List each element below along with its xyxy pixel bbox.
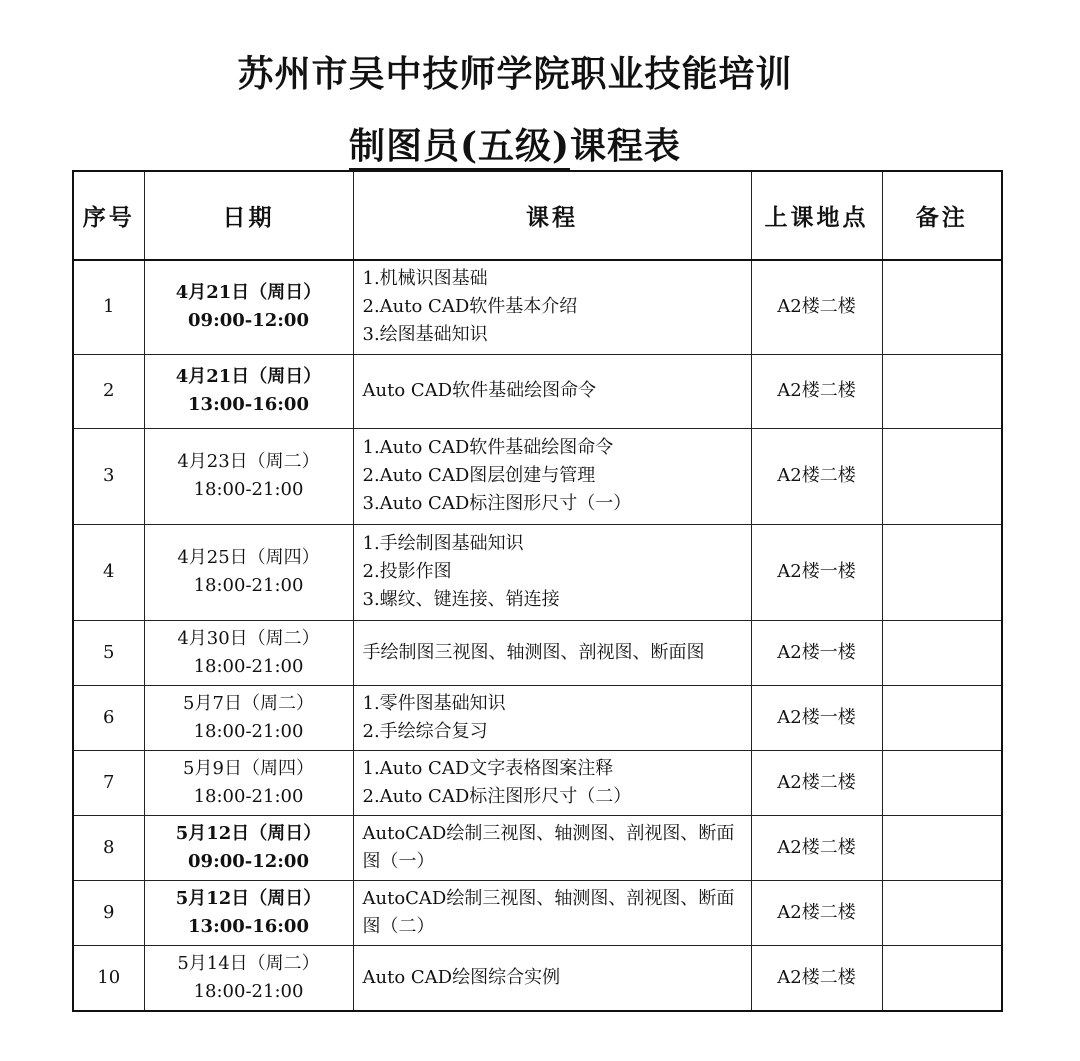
course-line: 2.Auto CAD软件基本介绍 [362, 296, 578, 318]
row-place: A2楼二楼 [751, 428, 882, 524]
page-subtitle [0, 118, 1030, 169]
row-date-cell [144, 620, 353, 685]
row-note [882, 945, 1002, 1011]
row-number: 2 [73, 354, 144, 428]
course-line: 2.投影作图 [362, 561, 452, 582]
row-time: 18:00-21:00 [193, 720, 304, 742]
course-line: 1.手绘制图基础知识 [362, 533, 524, 554]
row-place: A2楼二楼 [751, 880, 882, 945]
table-row [73, 880, 1002, 945]
header-note: 备注 [882, 171, 1002, 260]
row-place: A2楼一楼 [751, 524, 882, 620]
course-line: 3.Auto CAD标注图形尺寸（一） [362, 493, 632, 514]
row-date: 5月14日（周二） [177, 952, 320, 974]
row-time: 09:00-12:00 [188, 310, 309, 332]
course-line: AutoCAD绘制三视图、轴测图、剖视图、断面图（一） [362, 822, 735, 872]
row-place: A2楼二楼 [751, 750, 882, 815]
row-course-cell [353, 750, 751, 815]
row-note [882, 620, 1002, 685]
row-note [882, 815, 1002, 880]
table-row [73, 620, 1002, 685]
row-note [882, 260, 1002, 354]
row-note [882, 354, 1002, 428]
row-date: 4月25日（周四） [177, 547, 320, 568]
row-course-cell [353, 815, 751, 880]
course-line: 手绘制图三视图、轴测图、剖视图、断面图 [362, 641, 705, 663]
header-place: 上课地点 [751, 171, 882, 260]
course-line: Auto CAD绘图综合实例 [362, 966, 561, 988]
header-course: 课程 [353, 171, 751, 260]
row-date-cell [144, 524, 353, 620]
row-date-cell [144, 428, 353, 524]
row-date-cell [144, 685, 353, 750]
row-course-cell [353, 620, 751, 685]
table-row [73, 750, 1002, 815]
page-title: 苏州市吴中技师学院职业技能培训 [237, 53, 793, 95]
course-line: 2.Auto CAD图层创建与管理 [362, 465, 596, 486]
row-date-cell [144, 815, 353, 880]
row-course-cell [353, 685, 751, 750]
row-date: 5月12日（周日） [175, 887, 322, 909]
row-number: 3 [73, 428, 144, 524]
row-place: A2楼一楼 [751, 620, 882, 685]
row-time: 09:00-12:00 [188, 850, 309, 872]
row-note [882, 880, 1002, 945]
row-note [882, 685, 1002, 750]
row-course-cell [353, 880, 751, 945]
row-note [882, 524, 1002, 620]
row-date: 5月9日（周四） [183, 757, 314, 779]
row-number: 7 [73, 750, 144, 815]
course-line: 1.Auto CAD软件基础绘图命令 [362, 437, 614, 458]
row-date: 4月21日（周日） [175, 282, 322, 304]
course-line: 3.螺纹、键连接、销连接 [362, 589, 560, 610]
row-place: A2楼二楼 [751, 260, 882, 354]
course-line: Auto CAD软件基础绘图命令 [362, 380, 597, 401]
row-place: A2楼二楼 [751, 354, 882, 428]
header-row [73, 171, 1002, 260]
subtitle-course-name: 制图员(五级) [349, 125, 570, 170]
row-time: 18:00-21:00 [193, 980, 304, 1002]
course-line: 1.零件图基础知识 [362, 692, 506, 714]
course-line: 3.绘图基础知识 [362, 324, 488, 346]
row-number: 8 [73, 815, 144, 880]
table-row [73, 524, 1002, 620]
row-number: 9 [73, 880, 144, 945]
row-time: 13:00-16:00 [188, 915, 309, 937]
row-course-cell [353, 260, 751, 354]
row-course-cell [353, 428, 751, 524]
row-number: 1 [73, 260, 144, 354]
table-row [73, 815, 1002, 880]
row-time: 18:00-21:00 [193, 575, 304, 596]
row-course-cell [353, 945, 751, 1011]
table-body [73, 260, 1002, 1011]
row-date-cell [144, 750, 353, 815]
row-number: 4 [73, 524, 144, 620]
table-row [73, 260, 1002, 354]
row-date-cell [144, 354, 353, 428]
row-number: 5 [73, 620, 144, 685]
course-line: AutoCAD绘制三视图、轴测图、剖视图、断面图（二） [362, 887, 735, 937]
row-date: 4月30日（周二） [177, 627, 320, 649]
row-date: 5月12日（周日） [175, 822, 322, 844]
row-place: A2楼二楼 [751, 945, 882, 1011]
row-note [882, 750, 1002, 815]
row-course-cell [353, 354, 751, 428]
course-line: 1.Auto CAD文字表格图案注释 [362, 757, 614, 779]
row-number: 10 [73, 945, 144, 1011]
row-course-cell [353, 524, 751, 620]
row-date: 5月7日（周二） [183, 692, 314, 714]
row-date-cell [144, 880, 353, 945]
header-date: 日期 [144, 171, 353, 260]
table-row [73, 354, 1002, 428]
row-date: 4月21日（周日） [175, 366, 322, 387]
row-time: 18:00-21:00 [193, 479, 304, 500]
subtitle-suffix: 课程表 [570, 125, 682, 167]
row-time: 18:00-21:00 [193, 655, 304, 677]
row-note [882, 428, 1002, 524]
course-line: 1.机械识图基础 [362, 268, 488, 290]
row-number: 6 [73, 685, 144, 750]
row-time: 13:00-16:00 [188, 394, 309, 415]
row-place: A2楼一楼 [751, 685, 882, 750]
header-no: 序号 [73, 171, 144, 260]
row-date-cell [144, 945, 353, 1011]
table-row [73, 945, 1002, 1011]
course-line: 2.Auto CAD标注图形尺寸（二） [362, 785, 632, 807]
row-time: 18:00-21:00 [193, 785, 304, 807]
table-row [73, 428, 1002, 524]
course-line: 2.手绘综合复习 [362, 720, 488, 742]
row-date-cell [144, 260, 353, 354]
row-date: 4月23日（周二） [177, 451, 320, 472]
table-row [73, 685, 1002, 750]
schedule-table [72, 170, 1003, 1012]
row-place: A2楼二楼 [751, 815, 882, 880]
